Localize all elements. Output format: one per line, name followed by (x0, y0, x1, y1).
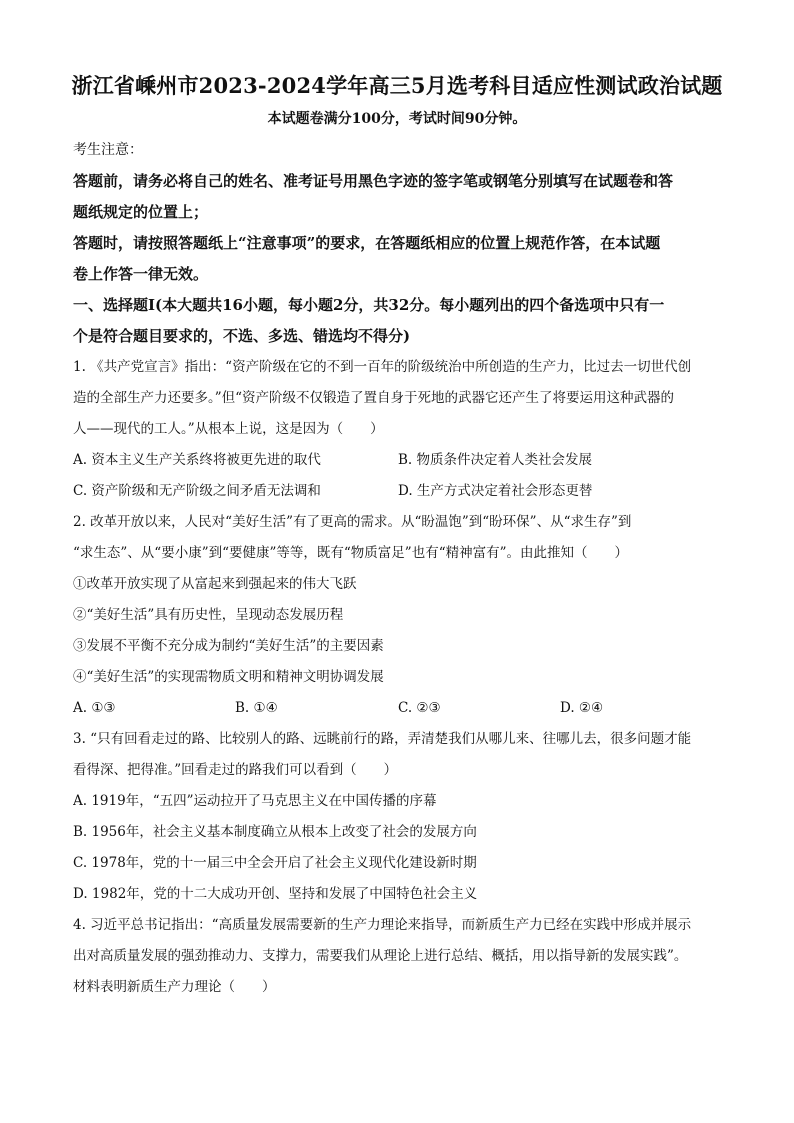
q2-option-c[interactable]: C. ②③ (398, 700, 441, 716)
q2-item: ②“美好生活”具有历史性，呈现动态发展历程 (73, 607, 344, 623)
notice-heading: 考生注意： (73, 142, 143, 158)
exam-content (73, 135, 723, 1003)
q2-item: ③发展不平衡不充分成为制约“美好生活”的主要因素 (73, 638, 384, 654)
q1-options-row (73, 445, 723, 476)
q1-stem: 1. 《共产党宣言》指出：“资产阶级在它的不到一百年的阶级统治中所创造的生产力，比过去一切世代创 (73, 359, 692, 375)
q1-option-d[interactable]: D. 生产方式决定着社会形态更替 (398, 483, 593, 499)
q2-option-a[interactable]: A. ①③ (73, 700, 116, 716)
section-heading: 一、选择题Ⅰ(本大题共16小题，每小题2分，共32分。每小题列出的四个备选项中只有一 (73, 296, 665, 314)
q2-item: ①改革开放实现了从富起来到强起来的伟大飞跃 (73, 576, 357, 592)
q1-option-a[interactable]: A. 资本主义生产关系终将被更先进的取代 (73, 452, 321, 468)
exam-subtitle: 本试题卷满分100分，考试时间90分钟。 (267, 111, 527, 127)
q1-option-b[interactable]: B. 物质条件决定着人类社会发展 (398, 452, 593, 468)
notice-line: 答题时，请按照答题纸上“注意事项”的要求，在答题纸相应的位置上规范作答，在本试题 (73, 234, 661, 252)
q1-stem: 人——现代的工人。”从根本上说，这是因为（ ） (73, 421, 384, 437)
q2-option-b[interactable]: B. ①④ (235, 700, 278, 716)
q3-option-b[interactable]: B. 1956年，社会主义基本制度确立从根本上改变了社会的发展方向 (73, 824, 477, 840)
q2-option-d[interactable]: D. ②④ (560, 700, 604, 716)
section-heading: 个是符合题目要求的，不选、多选、错选均不得分) (73, 327, 411, 345)
notice-line: 卷上作答一律无效。 (73, 265, 209, 283)
q1-stem: 造的全部生产力还要多。”但“资产阶级不仅锻造了置自身于死地的武器它还产生了将要运用这种武器的 (73, 390, 675, 406)
q4-stem: 出对高质量发展的强劲推动力、支撑力，需要我们从理论上进行总结、概括，用以指导新的发展实践”。 (73, 948, 688, 964)
q1-options-row (73, 476, 723, 507)
notice-line: 答题前，请务必将自己的姓名、准考证号用黑色字迹的签字笔或钢笔分别填写在试题卷和答 (73, 172, 674, 190)
q3-option-a[interactable]: A. 1919年，“五四”运动拉开了马克思主义在中国传播的序幕 (73, 793, 437, 809)
q1-option-c[interactable]: C. 资产阶级和无产阶级之间矛盾无法调和 (73, 483, 321, 499)
q4-stem: 4. 习近平总书记指出：“高质量发展需要新的生产力理论来指导，而新质生产力已经在实践中形成并展示 (73, 917, 692, 933)
q2-item: ④“美好生活”的实现需物质文明和精神文明协调发展 (73, 669, 384, 685)
q2-stem: “求生态”、从“要小康”到“要健康”等等，既有“物质富足”也有“精神富有”。由此推知（ ） (73, 545, 629, 561)
exam-title: 浙江省嵊州市2023-2024学年高三5月选考科目适应性测试政治试题 (71, 73, 723, 98)
q2-options-row (73, 693, 723, 724)
q3-option-c[interactable]: C. 1978年，党的十一届三中全会开启了社会主义现代化建设新时期 (73, 855, 477, 871)
q3-stem: 3. “只有回看走过的路、比较别人的路、远眺前行的路，弄清楚我们从哪儿来、往哪儿去，很多问题才能 (73, 731, 692, 747)
q3-stem: 看得深、把得准。”回看走过的路我们可以看到（ ） (73, 762, 398, 778)
notice-line: 题纸规定的位置上； (73, 203, 209, 221)
q4-stem: 材料表明新质生产力理论（ ） (73, 979, 276, 995)
q2-stem: 2. 改革开放以来，人民对“美好生活”有了更高的需求。从“盼温饱”到“盼环保”、从“求生存”到 (73, 514, 632, 530)
q3-option-d[interactable]: D. 1982年，党的十二大成功开创、坚持和发展了中国特色社会主义 (73, 886, 478, 902)
